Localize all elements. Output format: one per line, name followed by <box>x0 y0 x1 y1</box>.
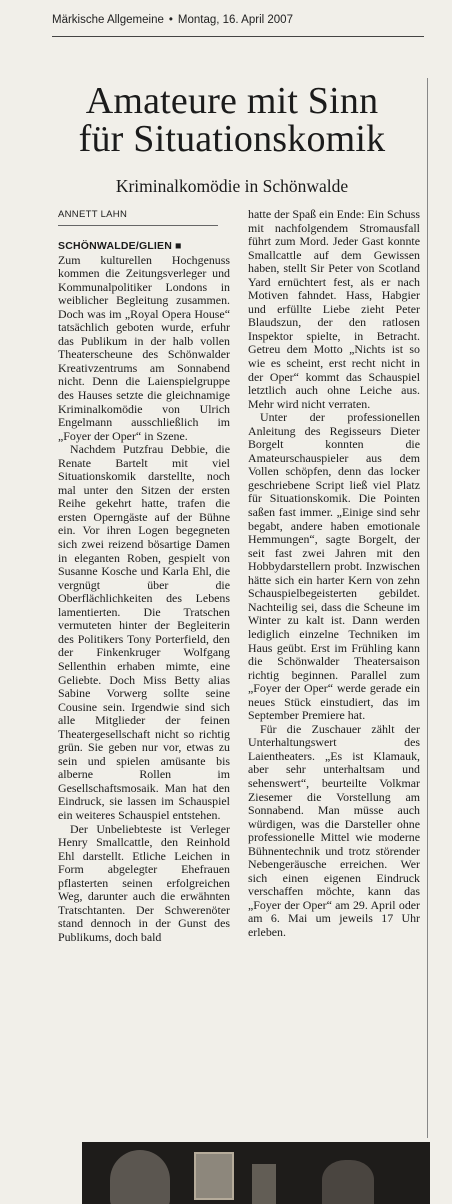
paragraph: Unter der professionellen Anleitung des Regisseurs Dieter Borgelt konnten die Amateurschauspieler aus dem Vollen schöpfen, denn das locker geschriebene Script ließ viel Platz für Situationskomik. Die Pointen saßen fast immer. „Einige sind sehr begabt, andere haben emotionale Hemmungen“, sagte Borgelt, der seit fast zwei Jahren mit den Hobbydarstellern probt. Inzwischen hätte sich ein harter Kern von zehn Schauspielbegeisterten gebildet. Nachteilig sei, dass die Scheune im Winter zu kalt ist. Dann werden lediglich einzelne Techniken im Haus geübt. Erst im Frühling kann die Schönwalder Theatersaison richtig beginnen. Parallel zum „Foyer der Oper“ werde gerade ein neues Stück einstudiert, das im September Premiere hat. <box>248 410 420 723</box>
dateline: SCHÖNWALDE/GLIEN ■ <box>58 240 182 252</box>
article-column-2 <box>248 208 420 940</box>
headline-line-1: Amateure mit Sinn <box>85 80 379 122</box>
subheadline: Kriminalkomödie in Schönwalde <box>115 176 349 196</box>
paragraph: Nachdem Putzfrau Debbie, die Renate Bartelt mit viel Situationskomik darstellte, noch mal unter den Sitzen der ersten Reihe gekehrt hatte, trafen die ersten Operngäste auf der Bühne ein. Vor ihren Logen begegneten sich zwei reizend bösartige Damen in eleganten Roben, gespielt von Susanne Kosche und Karla Ehl, die vergnügt über die Oberflächlichkeiten des Lebens lamentierten. Die Tratschen vermuteten hinter der Begleiterin des Politikers Tony Porterfield, den der Finkenkruger Wolfgang Sellenthin erhaben mimte, eine Geliebte. Doch Miss Betty alias Sabine Vorwerg sollte seine Cousine sein. Irgendwie sind sich alle Mitglieder der feinen Theatergesellschaft nicht so richtig grün. Sie geben nur vor, etwas zu sein und spielen amüsante bis alberne Rollen im Gesellschaftsmosaik. Man hat den Eindruck, sie lassen im Schauspiel ein weiteres Schauspiel entstehen. <box>58 442 230 822</box>
article-column-1 <box>58 240 230 944</box>
photo-frame <box>194 1152 234 1200</box>
photo-figure-left <box>110 1150 170 1204</box>
photo-figure-middle <box>252 1164 276 1204</box>
issue-date: Montag, 16. April 2007 <box>177 14 293 26</box>
author-byline: ANNETT LAHN <box>58 209 128 220</box>
column-rule <box>427 78 428 1138</box>
byline-rule <box>58 225 218 226</box>
page-header <box>52 14 424 26</box>
publication-name: Märkische Allgemeine <box>52 14 164 26</box>
header-rule <box>52 36 424 37</box>
paragraph: hatte der Spaß ein Ende: Ein Schuss mit nachfolgendem Stromausfall führt zum Mord. Jeder Gast konnte Smallcattle auf dem Gewissen haben, stellt Sir Peter von Scotland Yard ernüchtert fest, als er nach Motiven fahndet. Hass, Habgier und erfüllte Liebe zieht Peter Blaudszun, der den ratlosen Inspektor spielte, in Betracht. Getreu dem Motto „Nichts ist so wie es scheint, erst recht nicht in der Oper“ kommt das Schauspiel letztlich auch ohne Leiche aus. Mehr wird nicht verraten. <box>248 207 420 411</box>
paragraph: Zum kulturellen Hochgenuss kommen die Zeitungsverleger und Kommunalpolitiker Londons in weiblicher Begleitung zusammen. Doch was im „Royal Opera House“ tatsächlich geboten wurde, erfuhr das Publikum in der halb vollen Theaterscheune des Schönwalder Kreativzentrums am Sonnabend nicht. Denn die Laienspielgruppe des Hauses setzte die gleichnamige Kriminalkomödie von Ulrich Engelmann ausschließlich im „Foyer der Oper“ in Szene. <box>58 252 230 443</box>
headline <box>56 82 408 158</box>
photo-figure-right <box>322 1160 374 1204</box>
header-separator: • <box>168 14 173 26</box>
headline-line-2: für Situationskomik <box>78 118 386 160</box>
paragraph: Für die Zuschauer zählt der Unterhaltungswert des Laientheaters. „Es ist Klamauk, aber sehr unterhaltsam und sehenswert“, beurteilte Volkmar Ziesemer die Vorstellung am Sonnabend. Man müsse auch würdigen, was die Darsteller ohne professionelle Mittel wie moderne Bühnentechnik und trotz störender Nebengeräusche erreichen. Wer sich einen eigenen Eindruck verschaffen möchte, kann das „Foyer der Oper“ am 29. April oder am 6. Mai um jeweils 17 Uhr erleben. <box>248 721 420 939</box>
article-photo <box>82 1142 430 1204</box>
paragraph: Der Unbeliebteste ist Verleger Henry Smallcattle, den Reinhold Ehl darstellt. Etliche Leichen in Form abgelegter Ehefrauen pflasterten seinen erfolgreichen Weg, darunter auch die erwähnten Tratschtanten. Der Schwerenöter stand dennoch in der Gunst des Publikums, doch bald <box>58 821 230 944</box>
